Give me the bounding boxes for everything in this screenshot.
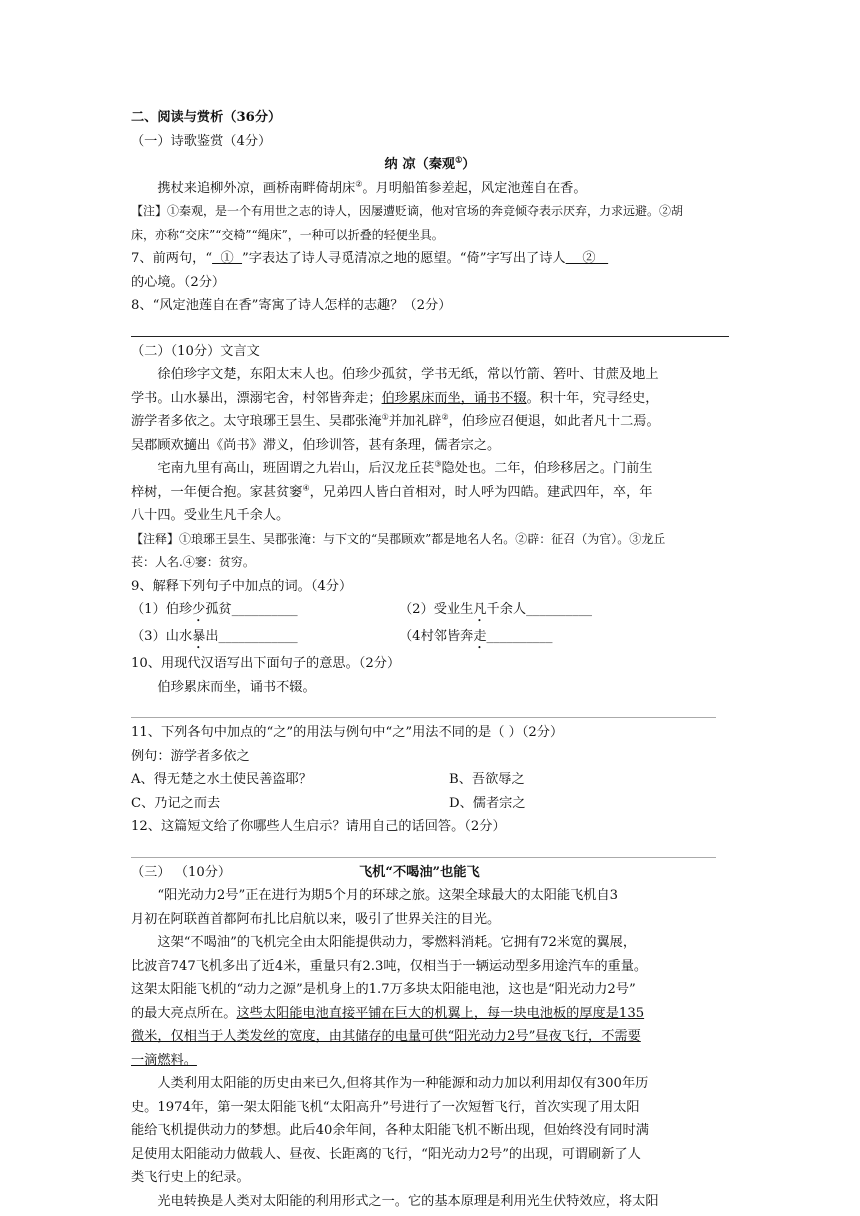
poem-text xyxy=(131,177,729,201)
classical-p1-l3b: 并加礼辟 xyxy=(388,414,442,429)
classical-p2-l3: 八十四。受业生凡千余人。 xyxy=(131,508,290,523)
modern-p2-l3: 这架太阳能飞机的“动力之源”是机身上的1.7万多块太阳能电池，这也是“阳光动力2号” xyxy=(131,982,636,997)
answer-line-q10[interactable] xyxy=(131,717,716,718)
q9-item-3[interactable] xyxy=(131,625,399,652)
question-9: 9、解释下列句子中加点的词。（4分） xyxy=(131,578,353,594)
q9-4-a: （4村邻皆奔 xyxy=(399,629,474,644)
q9-item-2[interactable] xyxy=(399,598,592,625)
q9-4-b: __________ xyxy=(486,629,553,644)
classical-p1-l3c: ，伯珍应召便退，如此者凡十二焉。 xyxy=(448,414,660,429)
q7-blank-1[interactable]: ① xyxy=(212,251,243,266)
modern-p1-l1: “阳光动力2号”正在进行为期5个月的环球之旅。这架全球最大的太阳能飞机自3 xyxy=(157,888,619,903)
classical-p1-l2b: 。积十年，究寻经史， xyxy=(526,390,659,406)
q9-1-dotted-word: 少 xyxy=(192,602,206,617)
question-9-row-2 xyxy=(131,625,729,652)
section-title: 二、阅读与赏析（36分） xyxy=(131,110,282,125)
classical-p2-l2a: 梓树，一年便合抱。家甚贫窭 xyxy=(131,484,303,500)
classical-p2-l2b: ，兄弟四人皆白首相对，时人呼为四皓。建武四年，卒，年 xyxy=(309,484,653,500)
option-d[interactable]: D、儒者宗之 xyxy=(449,795,526,811)
poem-note-2: 床，亦称“交床”“交椅”“绳床”，一种可以折叠的轻便坐具。 xyxy=(131,227,444,242)
classical-p2-l1a: 宅南九里有高山，班固谓之九岩山，后汉龙丘苌 xyxy=(157,461,435,476)
modern-p3-l3: 能给飞机提供动力的梦想。此后40余年间，各种太阳能飞机不断出现，但始终没有同时满 xyxy=(131,1123,649,1138)
q9-4-dotted-word: 走 xyxy=(473,629,487,644)
classical-p1-l3a: 游学者多依之。太守琅琊王昙生、吴郡张淹 xyxy=(131,414,382,429)
classical-sup-1: ① xyxy=(381,412,389,422)
question-11: 11、下列各句中加点的“之”的用法与例句中“之”用法不同的是（ ）（2分） xyxy=(131,725,564,740)
classical-sup-4: ④ xyxy=(302,483,310,493)
classical-sup-2: ② xyxy=(441,412,449,422)
question-11-options-2 xyxy=(131,792,729,816)
question-12: 12、这篇短文给了你哪些人生启示？请用自己的话回答。（2分） xyxy=(131,819,506,834)
question-8: 8、“风定池莲自在香”寄寓了诗人怎样的志趣？（2分） xyxy=(131,298,452,313)
answer-line-q8[interactable] xyxy=(131,336,729,337)
option-a[interactable]: A、得无楚之水土使民善盗耶？ xyxy=(131,772,312,787)
modern-p2-l2: 比波音747飞机多出了近4米，重量只有2.3吨，仅相当于一辆运动型多用途汽车的重量。 xyxy=(131,958,648,974)
answer-line-q12[interactable] xyxy=(131,857,716,858)
classical-p1-l2a: 学书。山水暴出，漂溺宅舍，村邻皆奔走； xyxy=(131,390,382,406)
modern-p3-l1: 人类利用太阳能的历史由来已久,但将其作为一种能源和动力加以利用却仅有300年历 xyxy=(157,1076,649,1091)
modern-p2-l1: 这架“不喝油”的飞机完全由太阳能提供动力，零燃料消耗。它拥有72米宽的翼展， xyxy=(157,935,637,950)
modern-underlined-3: 一滴燃料。 xyxy=(131,1052,197,1068)
q9-2-a: （2）受业生 xyxy=(399,602,474,617)
question-10: 10、用现代汉语写出下面句子的意思。（2分） xyxy=(131,656,401,671)
poem-title-close: ） xyxy=(462,157,476,172)
q9-3-dotted-word: 暴 xyxy=(192,629,206,644)
poem-line-b: 。月明船笛参差起，风定池莲自在香。 xyxy=(362,180,587,196)
option-c[interactable]: C、乃记之而去 xyxy=(131,795,221,811)
question-10-sentence: 伯珍累床而坐，诵书不辍。 xyxy=(157,679,316,695)
poem-title xyxy=(131,153,729,177)
classical-p2-l1b: 隐处也。二年，伯珍移居之。门前生 xyxy=(441,461,653,476)
option-b[interactable]: B、吾欲辱之 xyxy=(449,772,525,787)
modern-p3-l2: 史。1974年，第一架太阳能飞机“太阳高升”号进行了一次短暂飞行，首次实现了用太阳 xyxy=(131,1099,640,1115)
question-11-example: 例句：游学者多依之 xyxy=(131,748,250,764)
q9-item-4[interactable] xyxy=(399,625,552,652)
classical-underlined-sentence: 伯珍累床而坐，诵书不辍 xyxy=(381,390,527,406)
poem-line-a: 携杖来追柳外凉，画桥南畔倚胡床 xyxy=(157,180,356,196)
classical-note-1: 【注释】①琅琊王昙生、吴郡张淹：与下文的“吴郡顾欢”都是地名人名。②辟：征召（为官）。③龙丘 xyxy=(131,531,666,546)
modern-p3-l4: 足使用太阳能动力做载人、昼夜、长距离的飞行，“阳光动力2号”的出现，可谓刷新了人 xyxy=(131,1146,641,1162)
q7-text-b: ”字表达了诗人寻觅清凉之地的愿望。“倚”字写出了诗人 xyxy=(242,251,566,266)
q9-3-a: （3）山水 xyxy=(131,629,193,644)
classical-p1-l4: 吴郡顾欢擿出《尚书》滞义，伯珍训答，甚有条理，儒者宗之。 xyxy=(131,437,501,453)
modern-underlined-2: 微米，仅相当于人类发丝的宽度，由其储存的电量可供“阳光动力2号”昼夜飞行，不需要 xyxy=(131,1029,641,1044)
question-7 xyxy=(131,247,729,271)
modern-p1-l2: 月初在阿联酋首都阿布扎比启航以来，吸引了世界关注的目光。 xyxy=(131,911,501,927)
q7-text-a: 7、前两句，“ xyxy=(131,251,213,266)
q9-1-a: （1）伯珍 xyxy=(131,602,193,617)
classical-p1-l3 xyxy=(131,410,729,434)
poem-sup: ② xyxy=(355,179,363,189)
q9-1-b: 孤贫__________ xyxy=(205,602,298,617)
poem-title-text: 纳 凉（秦观 xyxy=(384,157,456,172)
q9-2-b: 千余人__________ xyxy=(486,602,593,617)
classical-sup-3: ③ xyxy=(434,459,442,469)
modern-underlined-1: 这些太阳能电池直接平铺在巨大的机翼上，每一块电池板的厚度是135 xyxy=(236,1005,645,1021)
classical-p2-l1 xyxy=(131,457,729,481)
modern-p3-l5: 类飞行史上的纪录。 xyxy=(131,1170,250,1185)
classical-p2-l2 xyxy=(131,481,729,505)
exam-page xyxy=(131,106,729,1213)
question-9-row-1 xyxy=(131,598,729,625)
classical-p1-l2 xyxy=(131,387,729,411)
modern-p2-l4 xyxy=(131,1002,729,1026)
poem-note-1: 【注】①秦观，是一个有用世之志的诗人，因屡遭贬谪，他对官场的奔竞倾夺表示厌弃，力求远避。②胡 xyxy=(131,204,684,218)
modern-part-label: （三） （10分） xyxy=(131,864,232,880)
poem-part-title: （一）诗歌鉴赏（4分） xyxy=(131,133,272,149)
modern-title: 飞机“不喝油”也能飞 xyxy=(359,864,480,880)
q9-3-b: 出____________ xyxy=(205,629,298,644)
q7-blank-2[interactable]: ② xyxy=(565,251,609,266)
classical-part-title: （二）（10分）文言文 xyxy=(131,343,260,359)
modern-header xyxy=(131,861,729,885)
modern-p2-l4a: 的最大亮点所在。 xyxy=(131,1005,237,1021)
question-7-cont: 的心境。（2分） xyxy=(131,274,226,290)
classical-note-2: 苌：人名.④窭：贫穷。 xyxy=(131,555,255,569)
q9-item-1[interactable] xyxy=(131,598,399,625)
modern-p4-l1: 光电转换是人类对太阳能的利用形式之一。它的基本原理是利用光生伏特效应，将太阳 xyxy=(157,1193,659,1209)
question-11-options-1 xyxy=(131,768,729,792)
poem-title-sup: ① xyxy=(455,154,463,165)
classical-p1-l1: 徐伯珍字文楚，东阳太末人也。伯珍少孤贫，学书无纸，常以竹箭、箬叶、甘蔗及地上 xyxy=(157,367,659,382)
q9-2-dotted-word: 凡 xyxy=(473,602,487,617)
